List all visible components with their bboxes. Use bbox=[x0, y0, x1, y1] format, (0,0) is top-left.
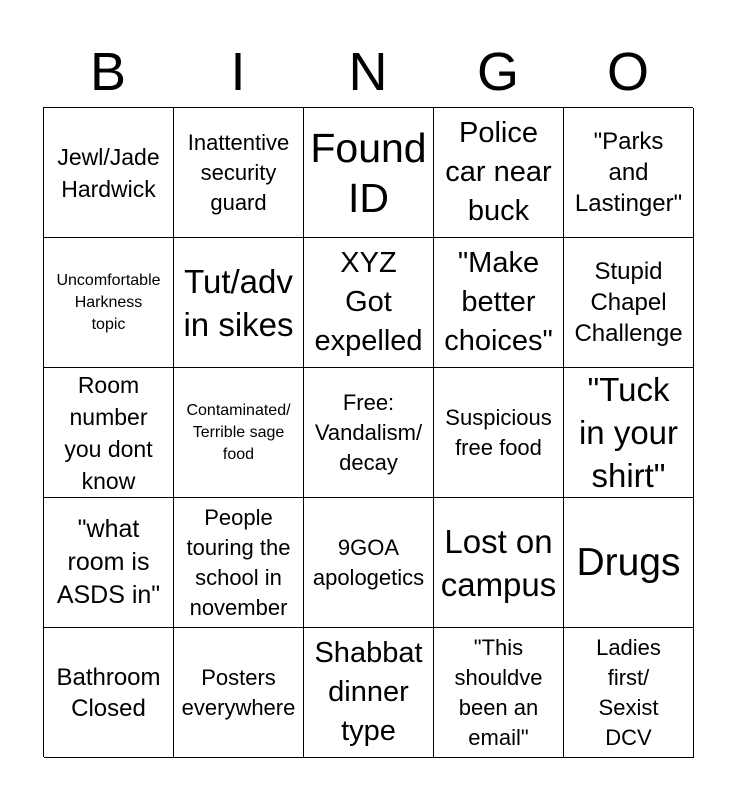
cell-text: Drugs bbox=[576, 540, 681, 584]
header-letter-b: B bbox=[89, 42, 127, 102]
bingo-cell[interactable] bbox=[434, 498, 564, 628]
bingo-cell[interactable] bbox=[564, 368, 694, 498]
cell-text: "what room is ASDS in" bbox=[56, 515, 161, 609]
cell-text: "Tuck in your shirt" bbox=[578, 371, 679, 494]
cell-text: Stupid Chapel Challenge bbox=[574, 258, 683, 347]
cell-text: "This shouldve been an email" bbox=[454, 634, 543, 750]
bingo-cell[interactable] bbox=[304, 368, 434, 498]
bingo-cell[interactable] bbox=[564, 628, 694, 758]
bingo-cell[interactable] bbox=[44, 108, 174, 238]
cell-text: Jewl/Jade Hardwick bbox=[57, 143, 160, 202]
cell-text: Uncomfortable Harkness topic bbox=[56, 271, 161, 333]
header-letter-o: O bbox=[606, 42, 649, 102]
header-letter-g: G bbox=[476, 42, 519, 102]
bingo-grid bbox=[43, 107, 693, 757]
bingo-cell[interactable] bbox=[174, 498, 304, 628]
cell-text: Found ID bbox=[310, 124, 427, 221]
cell-text: "Make better choices" bbox=[444, 247, 553, 357]
cell-text: Shabbat dinner type bbox=[314, 637, 423, 747]
bingo-cell[interactable] bbox=[44, 238, 174, 368]
bingo-cell[interactable] bbox=[564, 238, 694, 368]
bingo-header bbox=[43, 40, 693, 105]
cell-text: Room number you dont know bbox=[64, 371, 153, 494]
cell-text: XYZ Got expelled bbox=[314, 247, 423, 357]
cell-text: Tut/adv in sikes bbox=[183, 262, 294, 343]
cell-text: Police car near buck bbox=[445, 117, 552, 227]
bingo-cell[interactable] bbox=[564, 498, 694, 628]
bingo-cell[interactable] bbox=[434, 368, 564, 498]
bingo-cell[interactable] bbox=[304, 498, 434, 628]
bingo-cell[interactable] bbox=[434, 108, 564, 238]
header-letter-i: I bbox=[230, 42, 246, 102]
bingo-cell[interactable] bbox=[434, 628, 564, 758]
cell-text: Posters everywhere bbox=[181, 664, 296, 720]
cell-text: People touring the school in november bbox=[186, 504, 291, 620]
cell-text: 9GOA apologetics bbox=[312, 534, 425, 590]
cell-text: "Parks and Lastinger" bbox=[574, 128, 683, 217]
cell-text: Suspicious free food bbox=[445, 404, 552, 460]
bingo-cell[interactable] bbox=[44, 498, 174, 628]
bingo-cell[interactable] bbox=[44, 368, 174, 498]
bingo-cell[interactable] bbox=[304, 628, 434, 758]
cell-text: Contaminated/ Terrible sage food bbox=[186, 401, 291, 463]
bingo-cell[interactable] bbox=[174, 368, 304, 498]
bingo-cell[interactable] bbox=[174, 108, 304, 238]
cell-text: Bathroom Closed bbox=[56, 663, 161, 722]
cell-text: Free: Vandalism/ decay bbox=[314, 389, 423, 475]
cell-text: Lost on campus bbox=[440, 522, 557, 603]
bingo-cell[interactable] bbox=[304, 108, 434, 238]
cell-text: Inattentive security guard bbox=[187, 129, 290, 215]
cell-text: Ladies first/ Sexist DCV bbox=[596, 634, 661, 750]
bingo-cell[interactable] bbox=[434, 238, 564, 368]
bingo-cell[interactable] bbox=[304, 238, 434, 368]
header-letter-n: N bbox=[348, 42, 388, 102]
bingo-cell[interactable] bbox=[174, 628, 304, 758]
bingo-cell[interactable] bbox=[564, 108, 694, 238]
bingo-cell[interactable] bbox=[174, 238, 304, 368]
bingo-cell[interactable] bbox=[44, 628, 174, 758]
